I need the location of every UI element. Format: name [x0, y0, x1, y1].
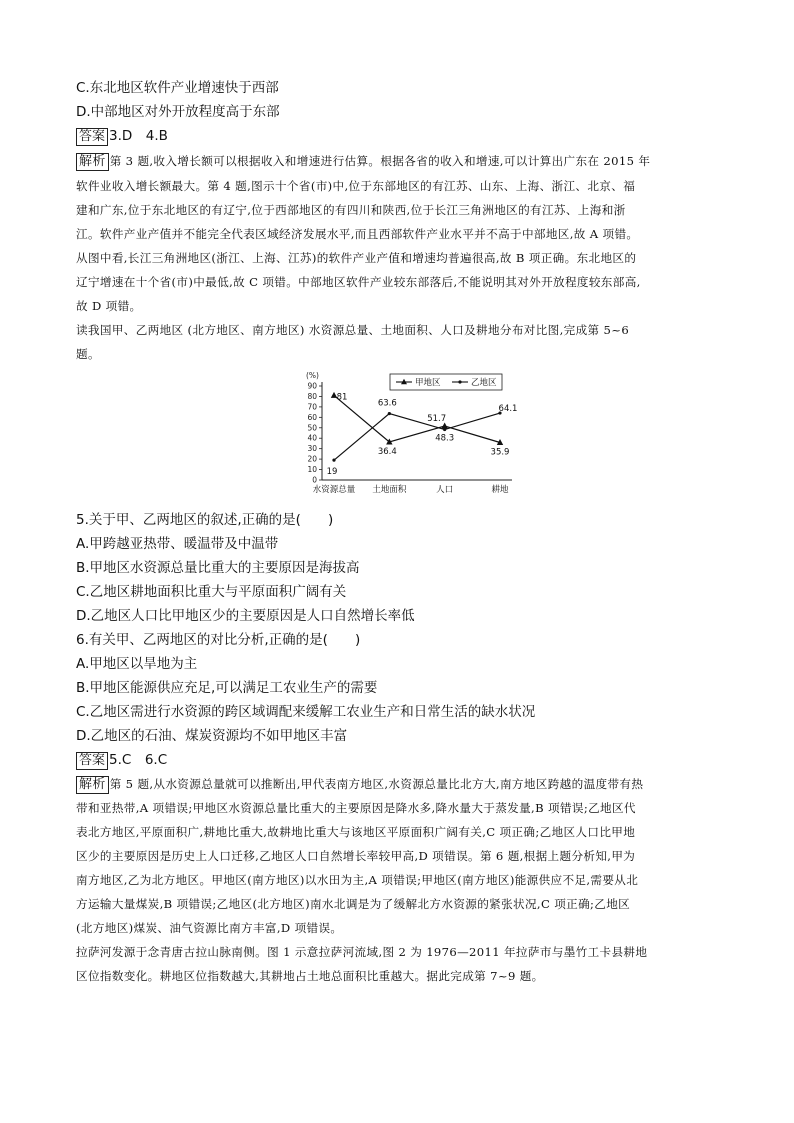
y-tick-label: 90 — [307, 381, 317, 391]
explanation-label: 解析 — [76, 776, 109, 794]
answer-row-5-6 — [76, 750, 167, 770]
series-line-1 — [334, 413, 500, 460]
data-label: 51.7 — [427, 414, 447, 425]
y-tick-label: 30 — [307, 444, 317, 454]
data-label: 63.6 — [377, 398, 397, 409]
option-c-q4: C.东北地区软件产业增速快于西部 — [76, 80, 279, 96]
answer-row-3-4 — [76, 126, 168, 146]
explanation-line: 故 D 项错。 — [76, 299, 142, 313]
explanation-line: 软件业收入增长额最大。第 4 题,图示十个省(市)中,位于东部地区的有江苏、山东、上海、浙江、北京、福 — [76, 179, 636, 193]
explanation-line: 方运输大量煤炭,B 项错误;乙地区(北方地区)南水北调是为了缓解北方水资源的紧张状况,C 项正确;乙地区 — [76, 897, 631, 911]
y-tick-label: 70 — [307, 402, 317, 412]
legend-marker — [458, 380, 461, 383]
intro-line: 拉萨河发源于念青唐古拉山脉南侧。图 1 示意拉萨河流域,图 2 为 1976—2011 年拉萨市与墨竹工卡县耕地 — [76, 945, 648, 959]
q5-option-b: B.甲地区水资源总量比重大的主要原因是海拔高 — [76, 560, 360, 576]
intro-line: 题。 — [76, 347, 100, 361]
answer-label: 答案 — [76, 128, 108, 146]
explanation-line: 辽宁增速在十个省(市)中最低,故 C 项错。中部地区软件产业较东部落后,不能说明其对外开放程度较东部高, — [76, 275, 641, 289]
explanation-row — [76, 151, 650, 171]
explanation-line: 江。软件产业产值并不能完全代表区域经济发展水平,而且西部软件产业水平并不高于中部地区,故 A 项错。 — [76, 227, 639, 241]
explanation-line: 第 3 题,收入增长额可以根据收入和增速进行估算。根据各省的收入和增速,可以计算出广东在 2015 年 — [109, 154, 651, 168]
q6-option-a: A.甲地区以旱地为主 — [76, 656, 198, 672]
explanation-line: 带和亚热带,A 项错误;甲地区水资源总量比重大的主要原因是降水多,降水量大于蒸发量,B 项错误;乙地区代 — [76, 801, 636, 815]
x-tick-label: 人口 — [436, 485, 454, 495]
data-label: 19 — [326, 467, 338, 478]
data-label: 48.3 — [435, 433, 455, 444]
x-tick-label: 耕地 — [491, 485, 509, 495]
explanation-line: 从图中看,长江三角洲地区(浙江、上海、江苏)的软件产业产值和增速均普遍很高,故 B 项正确。东北地区的 — [76, 251, 637, 265]
y-tick-label: 10 — [307, 465, 317, 475]
x-tick-label: 水资源总量 — [312, 485, 356, 495]
legend-label: 乙地区 — [471, 378, 497, 388]
explanation-line: 区少的主要原因是历史上人口迁移,乙地区人口自然增长率较甲高,D 项错误。第 6 题,根据上题分析知,甲为 — [76, 849, 636, 863]
y-tick-label: 20 — [307, 454, 317, 464]
series-line-0 — [334, 395, 500, 442]
data-label: 35.9 — [490, 447, 510, 458]
line-chart — [290, 370, 530, 500]
q5-option-c: C.乙地区耕地面积比重大与平原面积广阔有关 — [76, 584, 347, 600]
y-tick-label: 0 — [312, 475, 317, 485]
explanation-label: 解析 — [76, 153, 109, 171]
explanation-line: 南方地区,乙为北方地区。甲地区(南方地区)以水田为主,A 项错误;甲地区(南方地区)能源供应不足,需要从北 — [76, 873, 639, 887]
answer-text: 5.C 6.C — [109, 752, 168, 768]
intro-line: 区位指数变化。耕地区位指数越大,其耕地占土地总面积比重越大。据此完成第 7~9 题。 — [76, 969, 544, 983]
answer-text: 3.D 4.B — [109, 128, 168, 144]
q6-option-d: D.乙地区的石油、煤炭资源均不如甲地区丰富 — [76, 728, 348, 744]
q6-stem: 6.有关甲、乙两地区的对比分析,正确的是( ) — [76, 632, 361, 648]
y-axis-unit: (%) — [306, 371, 319, 380]
y-tick-label: 60 — [307, 412, 317, 422]
data-label: 81 — [336, 392, 348, 403]
y-tick-label: 40 — [307, 433, 317, 443]
data-point — [332, 459, 335, 462]
explanation-line: 建和广东,位于东北地区的有辽宁,位于西部地区的有四川和陕西,位于长江三角洲地区的有江苏、上海和浙 — [76, 203, 626, 217]
explanation-line: 第 5 题,从水资源总量就可以推断出,甲代表南方地区,水资源总量比北方大,南方地区跨越的温度带有热 — [109, 777, 644, 791]
data-label: 36.4 — [377, 446, 397, 457]
legend-label: 甲地区 — [415, 378, 441, 388]
data-point — [443, 428, 446, 431]
explanation-line: (北方地区)煤炭、油气资源比南方丰富,D 项错误。 — [76, 921, 343, 935]
answer-label: 答案 — [76, 752, 108, 770]
q5-option-d: D.乙地区人口比甲地区少的主要原因是人口自然增长率低 — [76, 608, 415, 624]
x-tick-label: 土地面积 — [372, 485, 407, 495]
intro-line: 读我国甲、乙两地区 (北方地区、南方地区) 水资源总量、土地面积、人口及耕地分布对比图,完成第 5~6 — [76, 323, 630, 337]
data-label: 64.1 — [498, 404, 518, 415]
q6-option-c: C.乙地区需进行水资源的跨区域调配来缓解工农业生产和日常生活的缺水状况 — [76, 704, 536, 720]
explanation-line: 表北方地区,平原面积广,耕地比重大,故耕地比重大与该地区平原面积广阔有关,C 项正确;乙地区人口比甲地 — [76, 825, 636, 839]
q5-option-a: A.甲跨越亚热带、暖温带及中温带 — [76, 536, 279, 552]
option-d-q4: D.中部地区对外开放程度高于东部 — [76, 104, 280, 120]
data-point — [388, 412, 391, 415]
y-tick-label: 80 — [307, 391, 317, 401]
q6-option-b: B.甲地区能源供应充足,可以满足工农业生产的需要 — [76, 680, 378, 696]
y-tick-label: 50 — [307, 423, 317, 433]
q5-stem: 5.关于甲、乙两地区的叙述,正确的是( ) — [76, 512, 334, 528]
explanation-row — [76, 774, 643, 794]
